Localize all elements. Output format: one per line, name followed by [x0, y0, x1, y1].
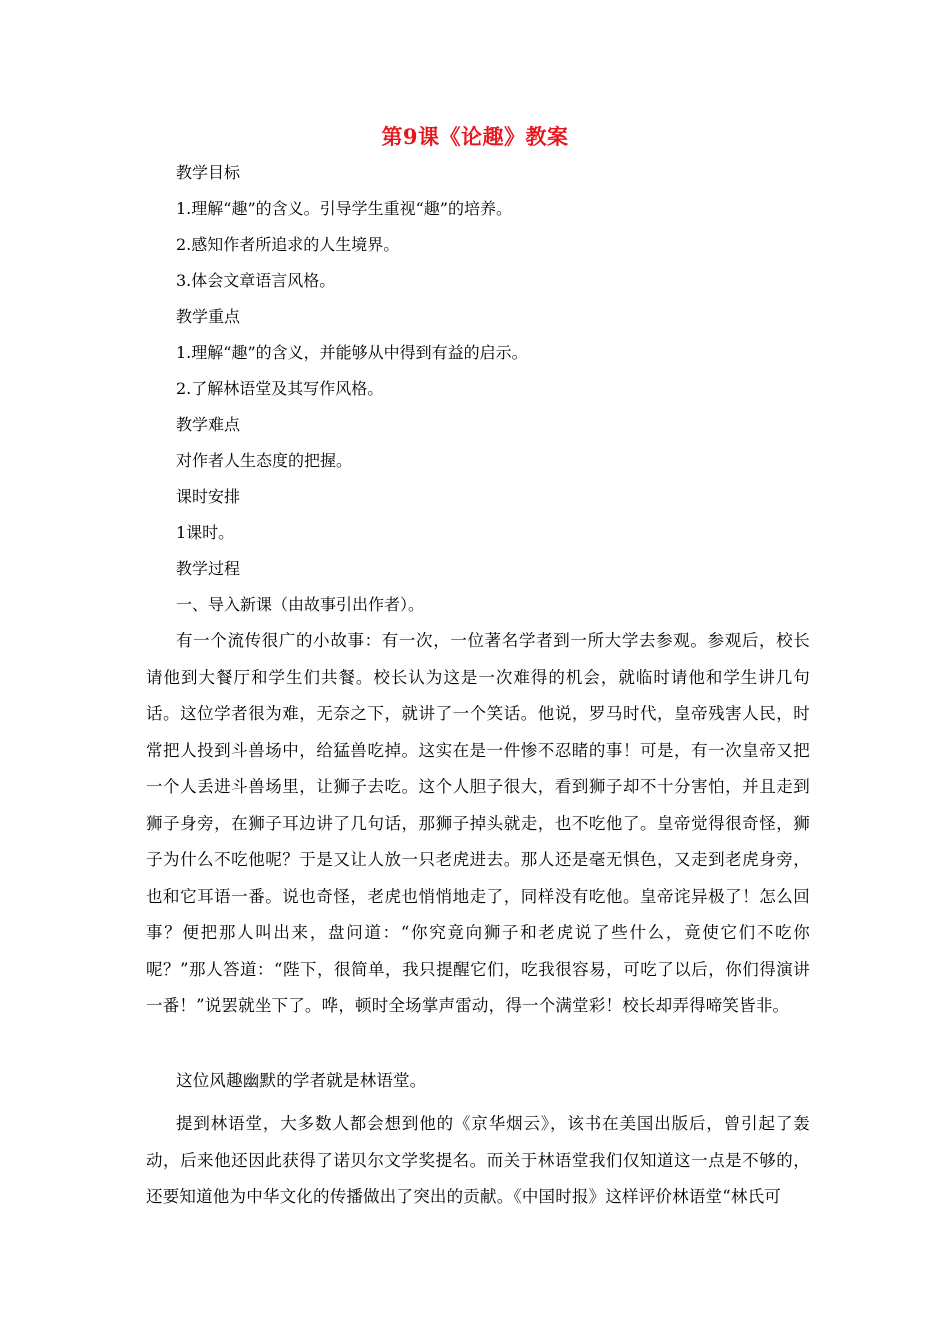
document-title: 第9课《论趣》教案 [381, 124, 569, 149]
key-point-item: 2.了解林语堂及其写作风格。 [176, 379, 384, 398]
key-points-heading: 教学重点 [176, 307, 241, 326]
process-heading: 教学过程 [176, 559, 241, 578]
goal-item: 3.体会文章语言风格。 [176, 271, 336, 290]
author-background-paragraph: 提到林语堂，大多数人都会想到他的《京华烟云》，该书在美国出版后，曾引起了轰动，后来他还因此获得了诺贝尔文学奖提名。而关于林语堂我们仅知道这一点是不够的，还要知道他为中华文化的传播做出了突出的贡献。《中国时报》这样评价林语堂“林氏可 [146, 1114, 810, 1206]
step-heading: 一、导入新课（由故事引出作者）。 [176, 595, 425, 614]
goal-item: 2.感知作者所追求的人生境界。 [176, 235, 400, 254]
difficulty-text: 对作者人生态度的把握。 [176, 451, 353, 470]
schedule-text: 1课时。 [176, 523, 235, 542]
story-paragraph: 有一个流传很广的小故事：有一次，一位著名学者到一所大学去参观。参观后，校长请他到大餐厅和学生们共餐。校长认为这是一次难得的机会，就临时请他和学生讲几句话。这位学者很为难，无奈之下，就讲了一个笑话。他说，罗马时代，皇帝残害人民，时常把人投到斗兽场中，给猛兽吃掉。这实在是一件惨不忍睹的事！可是，有一次皇帝又把一个人丢进斗兽场里，让狮子去吃。这个人胆子很大，看到狮子却不十分害怕，并且走到狮子身旁，在狮子耳边讲了几句话，那狮子掉头就走，也不吃他了。皇帝觉得很奇怪，狮子为什么不吃他呢？于是又让人放一只老虎进去。那人还是毫无惧色，又走到老虎身旁，也和它耳语一番。说也奇怪，老虎也悄悄地走了，同样没有吃他。皇帝诧异极了！怎么回事？便把那人叫出来，盘问道：“你究竟向狮子和老虎说了些什么，竟使它们不吃你呢？”那人答道：“陛下，很简单，我只提醒它们，吃我很容易，可吃了以后，你们得演讲一番！”说罢就坐下了。哗，顿时全场掌声雷动，得一个满堂彩！校长却弄得啼笑皆非。 [146, 631, 810, 1015]
difficulty-heading: 教学难点 [176, 415, 241, 434]
goal-item: 1.理解“趣”的含义。引导学生重视“趣”的培养。 [176, 199, 512, 218]
author-intro-paragraph: 这位风趣幽默的学者就是林语堂。 [176, 1071, 427, 1090]
schedule-heading: 课时安排 [176, 487, 241, 506]
goals-heading: 教学目标 [176, 163, 241, 182]
key-point-item: 1.理解“趣”的含义，并能够从中得到有益的启示。 [176, 343, 528, 362]
